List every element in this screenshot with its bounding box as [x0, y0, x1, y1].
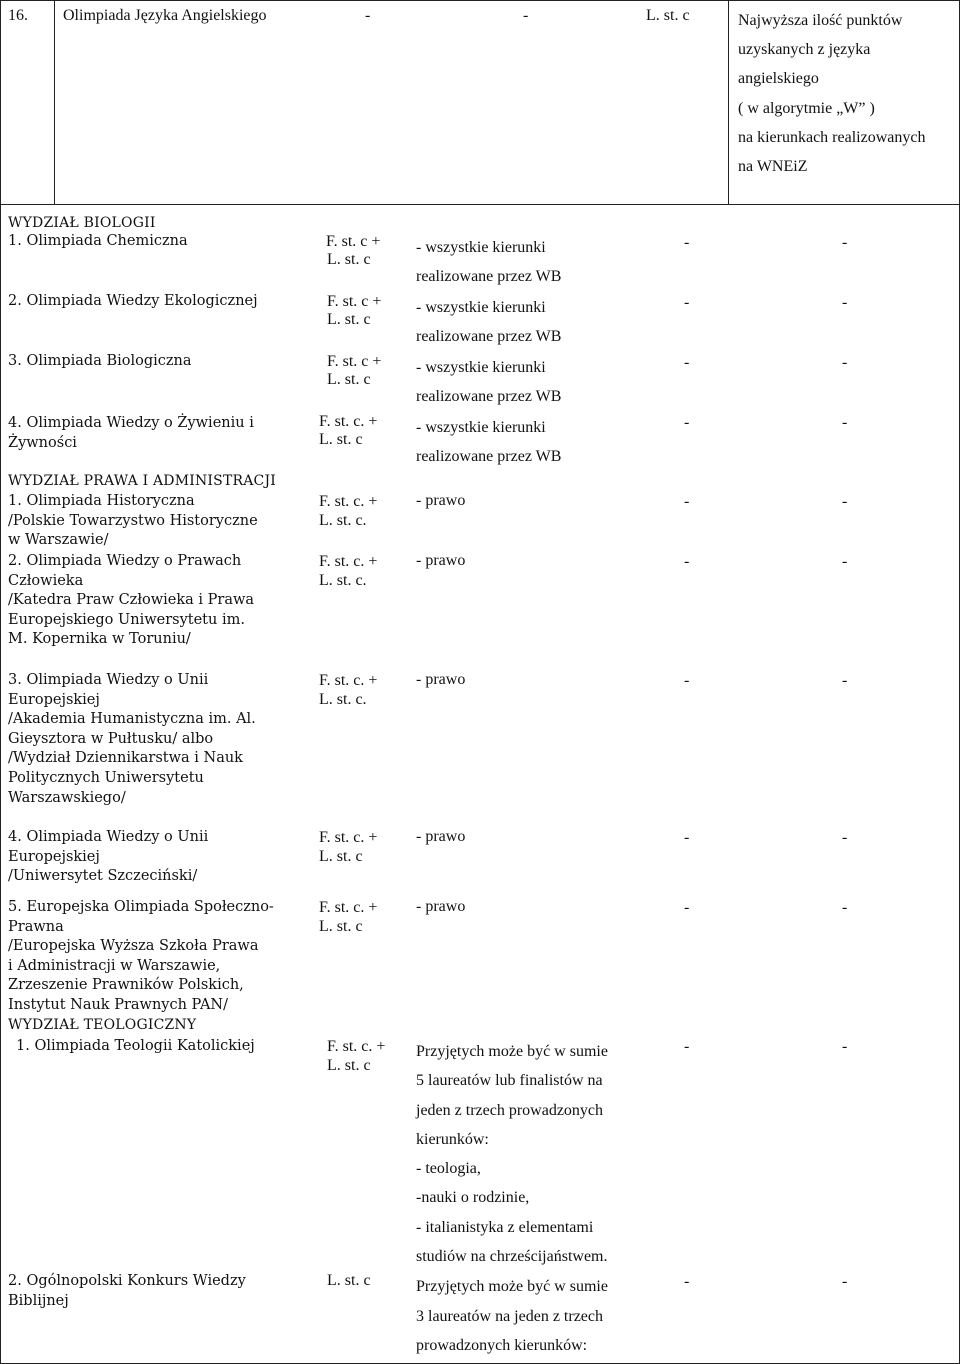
olympiad-name: 4. Olimpiada Wiedzy o Żywieniu i Żywności — [8, 415, 254, 451]
row-number: 16. — [8, 7, 28, 24]
dash-cell: - — [684, 414, 690, 431]
dash-cell: - — [684, 553, 690, 570]
dash-cell: - — [842, 553, 848, 570]
dash-cell: - — [842, 1038, 848, 1055]
direction-cell: - prawo — [416, 671, 466, 688]
column-divider — [728, 0, 729, 205]
olympiad-name: 4. Olimpiada Wiedzy o Unii Europejskiej /Uniwersytet Szczeciński/ — [8, 829, 209, 885]
direction-cell: - prawo — [416, 898, 466, 915]
dash-cell: - — [842, 414, 848, 431]
dash-cell: - — [523, 7, 529, 24]
dash-cell: - — [684, 672, 690, 689]
stage-cell: F. st. c. + L. st. c — [319, 899, 378, 935]
olympiad-name: 3. Olimpiada Wiedzy o Unii Europejskiej /Akademia Humanistyczna im. Al. Gieysztora w Pułtusku/ albo /Wydział Dziennikarstwa i Nauk Politycznych Uniwersytetu Warszawskiego/ — [8, 672, 256, 806]
dash-cell: - — [684, 354, 690, 371]
section-heading-theology: WYDZIAŁ TEOLOGICZNY — [8, 1017, 197, 1033]
direction-cell: - wszystkie kierunki realizowane przez WB — [416, 419, 562, 465]
olympiad-name: 2. Olimpiada Wiedzy o Prawach Człowieka /Katedra Praw Człowieka i Prawa Europejskiego Uniwersytetu im. M. Kopernika w Toruniu/ — [8, 553, 255, 647]
dash-cell: - — [842, 829, 848, 846]
section-heading-law: WYDZIAŁ PRAWA I ADMINISTRACJI — [8, 473, 276, 489]
direction-cell: Przyjętych może być w sumie 5 laureatów lub finalistów na jeden z trzech prowadzonych kierunków: - teologia, -nauki o rodzinie, - italianistyka z elementami studiów na chrześcijaństwem. — [416, 1043, 608, 1266]
dash-cell: - — [842, 493, 848, 510]
direction-cell: - wszystkie kierunki realizowane przez WB — [416, 239, 562, 285]
dash-cell: - — [684, 899, 690, 916]
direction-cell: Przyjętych może być w sumie 3 laureatów na jeden z trzech prowadzonych kierunków: — [416, 1278, 608, 1354]
dash-cell: - — [684, 829, 690, 846]
olympiad-name: 2. Olimpiada Wiedzy Ekologicznej — [8, 293, 258, 309]
note-line: na WNEiZ — [738, 158, 808, 176]
dash-cell: - — [684, 1273, 690, 1290]
dash-cell: - — [842, 294, 848, 311]
dash-cell: - — [842, 1273, 848, 1290]
dash-cell: - — [842, 234, 848, 251]
direction-cell: - prawo — [416, 492, 466, 509]
table-border-top — [0, 0, 960, 1]
stage-cell: F. st. c. + L. st. c — [319, 413, 378, 448]
section-heading-biology: WYDZIAŁ BIOLOGII — [8, 215, 156, 231]
olympiad-name: 3. Olimpiada Biologiczna — [8, 353, 192, 369]
direction-cell: - wszystkie kierunki realizowane przez WB — [416, 299, 562, 345]
olympiad-name: 5. Europejska Olimpiada Społeczno- Prawna /Europejska Wyższa Szkoła Prawa i Administracji w Warszawie, Zrzeszenie Prawników Polskich, Instytut Nauk Prawnych PAN/ — [8, 899, 274, 1013]
dash-cell: - — [365, 7, 371, 24]
stage-cell: F. st. c + L. st. c — [326, 233, 381, 268]
note-line: uzyskanych z języka — [738, 41, 871, 59]
direction-cell: - wszystkie kierunki realizowane przez WB — [416, 359, 562, 405]
dash-cell: - — [842, 899, 848, 916]
stage-cell: F. st. c. + L. st. c. — [319, 553, 378, 589]
dash-cell: - — [684, 1038, 690, 1055]
note-line: na kierunkach realizowanych — [738, 128, 926, 146]
note-line: ( w algorytmie „W” ) — [738, 99, 875, 117]
olympiad-name: 2. Ogólnopolski Konkurs Wiedzy Biblijnej — [8, 1273, 246, 1309]
direction-cell: - prawo — [416, 552, 466, 569]
stage-cell: F. st. c. + L. st. c. — [319, 672, 378, 708]
stage-cell: F. st. c + L. st. c — [327, 293, 382, 328]
row-divider — [0, 204, 960, 205]
column-divider — [54, 0, 55, 205]
dash-cell: - — [684, 493, 690, 510]
note-line: Najwyższa ilość punktów — [738, 12, 903, 29]
stage-cell: F. st. c. + L. st. c. — [319, 493, 378, 529]
dash-cell: - — [842, 354, 848, 371]
olympiad-name: 1. Olimpiada Historyczna /Polskie Towarzystwo Historyczne w Warszawie/ — [8, 493, 258, 548]
olympiad-name: 1. Olimpiada Chemiczna — [8, 233, 188, 249]
direction-cell: - prawo — [416, 828, 466, 845]
stage-cell: F. st. c. + L. st. c — [319, 829, 378, 865]
criteria-note — [738, 6, 925, 181]
olympiad-name: 1. Olimpiada Teologii Katolickiej — [16, 1038, 255, 1054]
stage-cell: F. st. c + L. st. c — [327, 353, 382, 388]
dash-cell: - — [684, 234, 690, 251]
dash-cell: - — [842, 672, 848, 689]
note-line: angielskiego — [738, 70, 819, 88]
stage-cell: L. st. c — [646, 7, 690, 24]
stage-cell: F. st. c. + L. st. c — [327, 1038, 386, 1074]
stage-cell: L. st. c — [327, 1272, 371, 1289]
olympiad-name: Olimpiada Języka Angielskiego — [63, 7, 267, 24]
dash-cell: - — [684, 294, 690, 311]
